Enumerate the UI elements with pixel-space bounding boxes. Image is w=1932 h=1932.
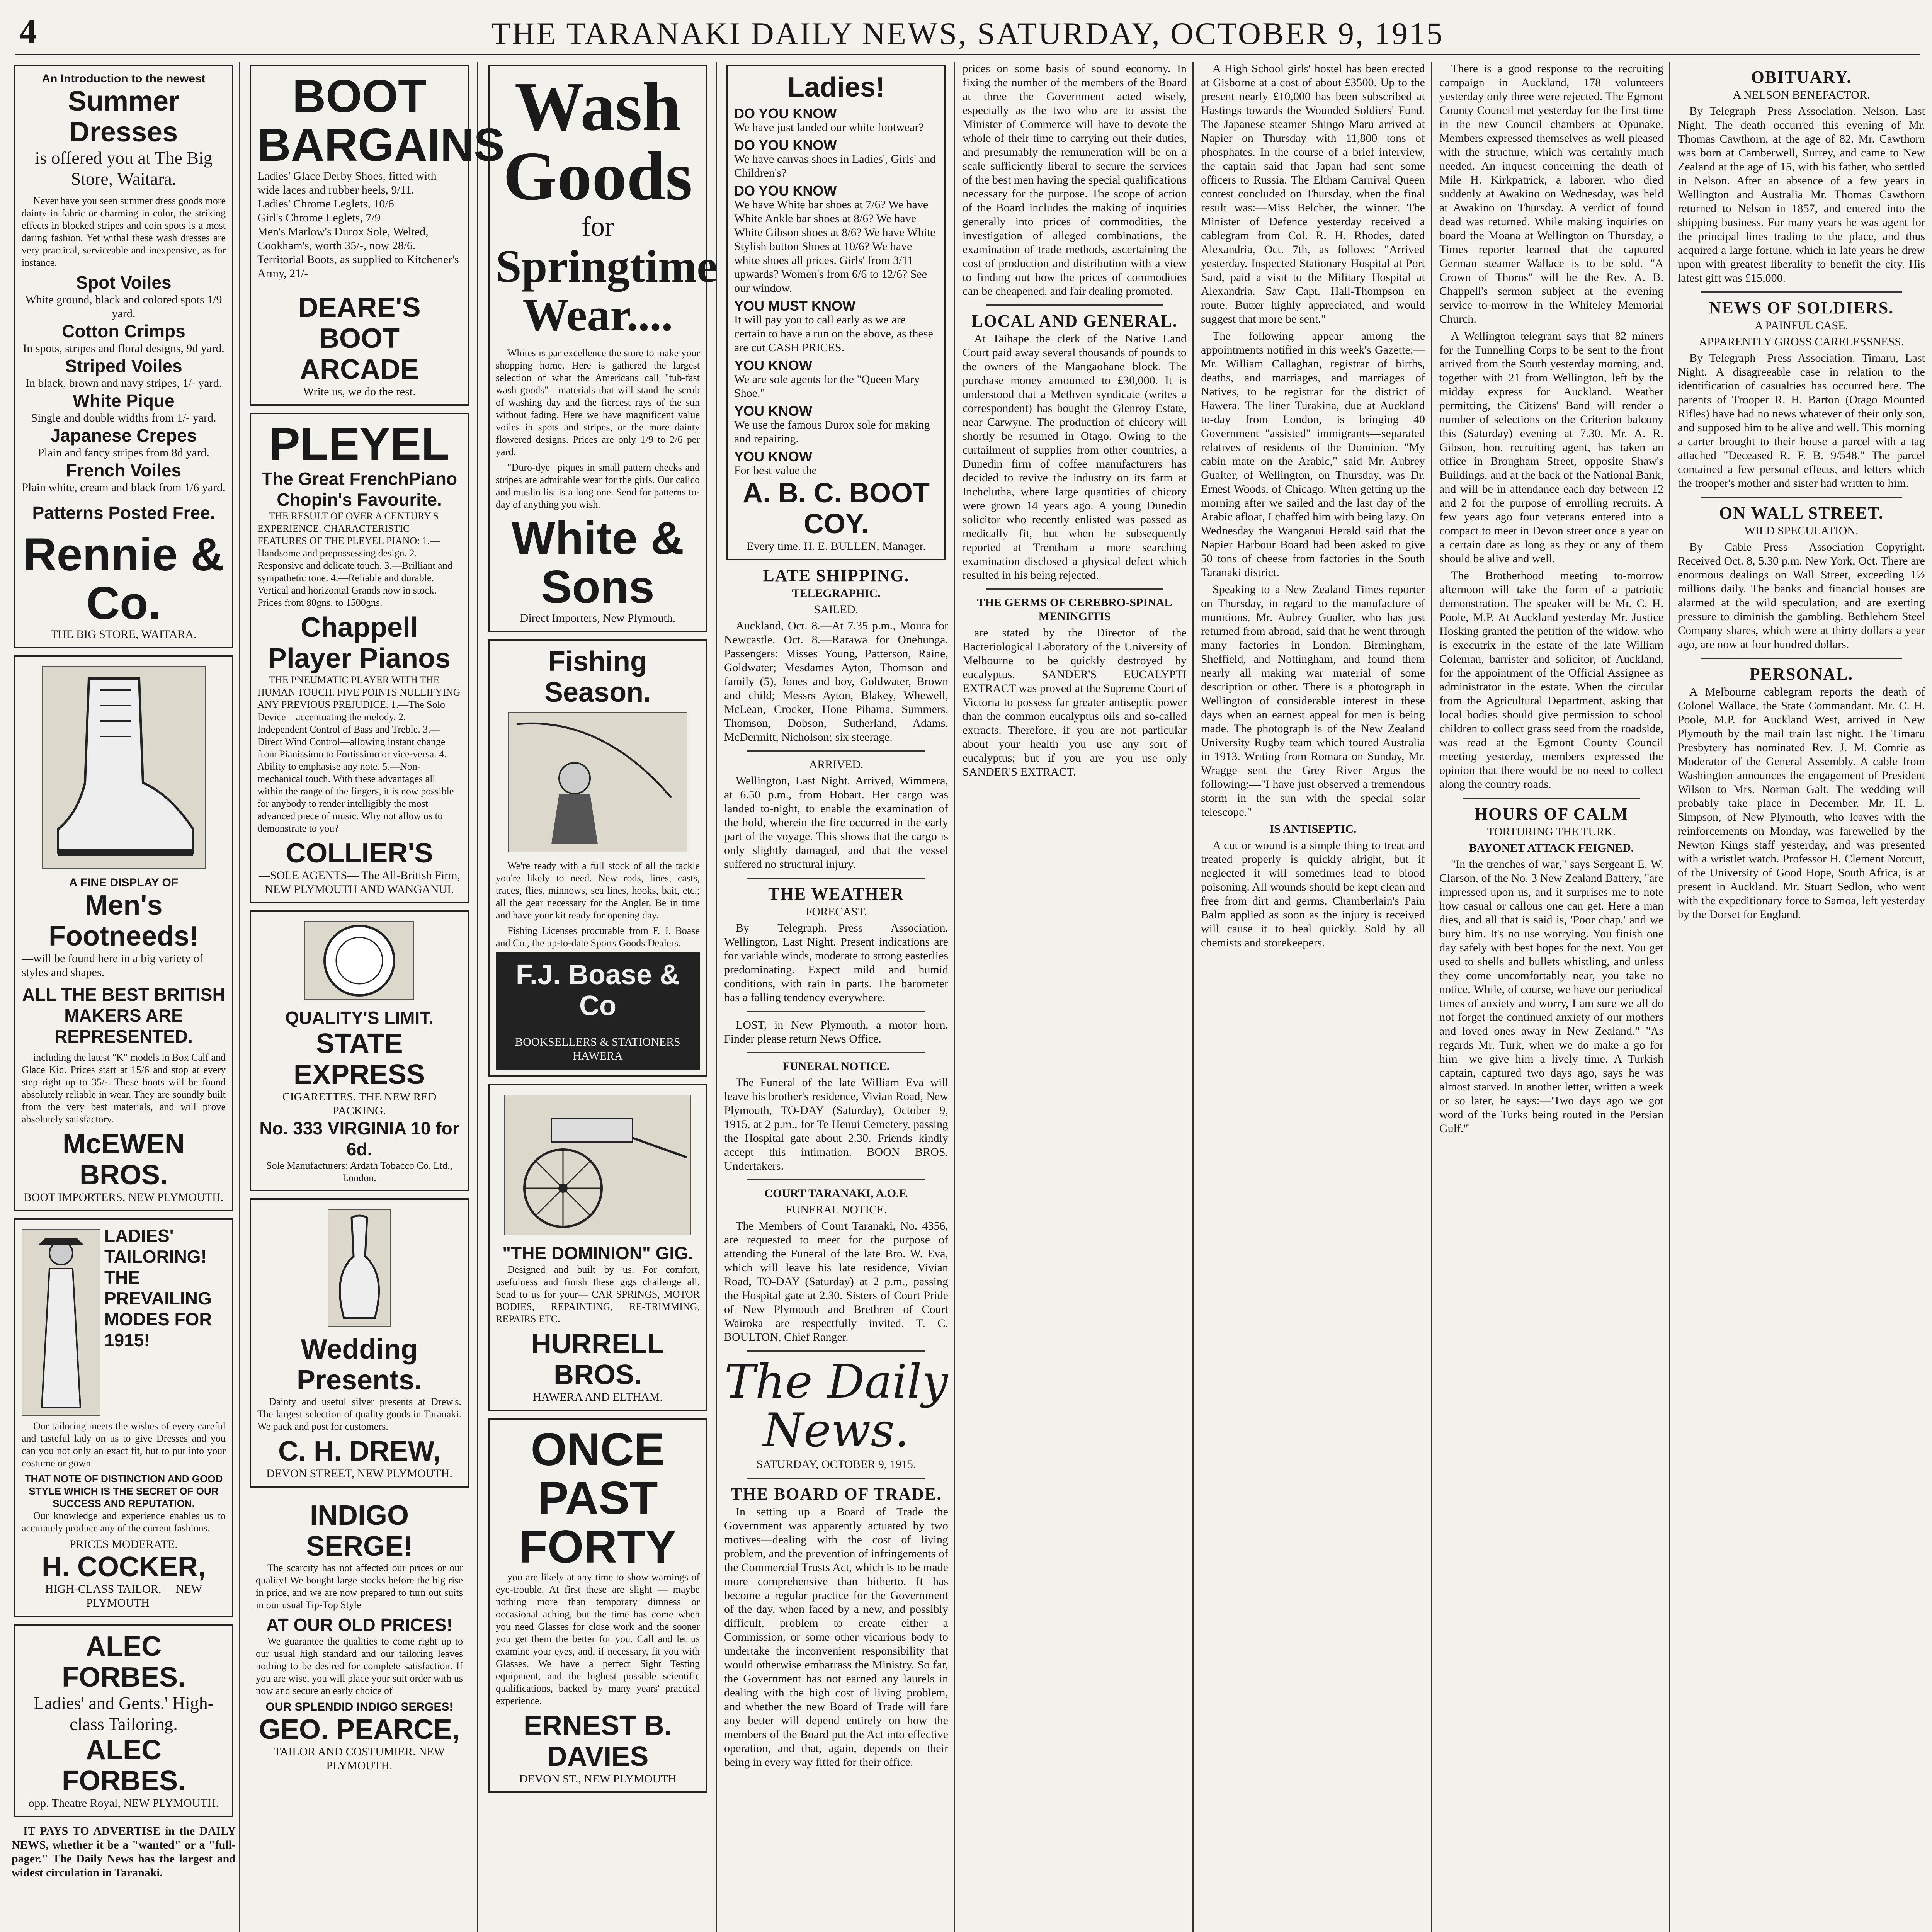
- advert-headline: Wedding Presents.: [296, 1334, 422, 1396]
- advert-makers: ALL THE BEST BRITISH MAKERS ARE REPRESENTED.: [22, 985, 225, 1046]
- sub-heading: IS ANTISEPTIC.: [1269, 823, 1357, 835]
- advert-sub: —will be found here in a big variety of styles and shapes.: [22, 952, 203, 979]
- whites-advert: [488, 65, 718, 632]
- dyk-text: It will pay you to call early as we are certain to have a run on the above, as these are cut CASH PRICES.: [734, 313, 933, 354]
- sub-heading: APPARENTLY GROSS CARELESSNESS.: [1699, 335, 1904, 348]
- dyk-text: We are sole agents for the "Queen Mary Shoe.": [734, 373, 920, 400]
- dyk-head: DO YOU KNOW: [734, 105, 837, 121]
- column-rule: [1669, 62, 1670, 1932]
- advert-sub: Springtime Wear....: [496, 240, 718, 340]
- boot-item: Ladies' Glace Derby Shoes, fitted with wide laces and rubber heels, 9/11.: [257, 170, 437, 196]
- divider: [1701, 497, 1902, 498]
- cigarette-badge-icon: [304, 921, 414, 1000]
- masthead: [15, 8, 1920, 56]
- firm-name: White & Sons: [511, 512, 684, 613]
- firm-address: DEVON STREET, NEW PLYMOUTH.: [266, 1467, 452, 1480]
- fabric-desc: In black, brown and navy stripes, 1/- yard.: [25, 377, 222, 389]
- boot-illustration-icon: [42, 666, 206, 869]
- advert-for: for: [582, 211, 614, 242]
- advert-headline: ONCE PAST FORTY: [519, 1423, 677, 1573]
- section-heading: ON WALL STREET.: [1719, 503, 1884, 522]
- collier-advert: [250, 413, 469, 903]
- advert-blurb: Never have you seen summer dress goods more dainty in fabric or charming in color, the striking effects in blocked stripes and coin spots is a most daring fashion. Yet withal these wash dresses are very practical, serviceable and inexpensive, as for instance,: [22, 195, 226, 268]
- divider: [747, 1011, 925, 1012]
- column-3: [486, 62, 718, 1932]
- advert-body: Dainty and useful silver presents at Drew's. The largest selection of quality goods in Taranaki. We pack and post for customers.: [257, 1396, 461, 1432]
- column-7: [1439, 62, 1663, 1932]
- advert-emphasis: OUR SPLENDID INDIGO SERGES!: [265, 1701, 453, 1713]
- fabric-item: [22, 460, 226, 495]
- pleyel-text: THE RESULT OF OVER A CENTURY'S EXPERIENCE. CHARACTERISTIC FEATURES OF THE PLEYEL PIANO: 1.—Handsome and prepossessing design. 2.—Responsive and delicate touch. 3.—Brilliant and sympathetic tone. 4.—Reliable and durable. Vertical and horizontal Grands now in stock. Prices from 80gns. to 1500gns.: [257, 510, 452, 608]
- lady-figure-icon: [22, 1229, 100, 1416]
- article-text: A Wellington telegram says that 82 miners for the Tunnelling Corps to be sent to the front arrived from the South yesterday morning, and, together with 21 from Wellington, left by the midday express for Auckland. Weather permitting, the Citizens' Band will render a number of selections on the Criterion balcony this (Saturday) evening at 7.30. Mr. A. R. Gibson, hon. recruiting agent, has taken an office in Brougham Street, opposite Shaw's Buildings, and at the back of the National Bank, and will be in attendance each day between 12 and 2 for the purpose of enrolling recruits. A few years ago four veterans entered into a compact to meet in Devon street once a year on a certain date as long as they or any of them should be alive and well.: [1439, 330, 1663, 565]
- divider: [747, 1052, 925, 1053]
- article-text: The following appear among the appointments notified in this week's Gazette:—Mr. William Callaghan, registrar of births, deaths, and marriages, and marriages of Natives, to be registrar for the district of Hawera. The liner Turakina, due at Auckland to-day from London, is bringing 40 Government "assisted" immigrants—separated relatives of residents of the Dominion. "My cabin mate on the Arabic," said Mr. Aubrey Gualter, of Wellington, on Thursday, was Dr. Ernest Woods, of Chicago. When getting up the morning after we sailed and the last day of the Arabic afloat, I chaffed him with being lazy. On Wednesday the Wanganui Herald said that the Napier Harbour Board had been asked to give 50 tons of cheese from factories in the South Taranaki district.: [1201, 330, 1425, 579]
- section-heading: OBITUARY.: [1751, 68, 1852, 87]
- firm-address: BOOKSELLERS & STATIONERS HAWERA: [496, 1028, 700, 1070]
- advert-intro: An Introduction to the newest: [42, 72, 206, 85]
- dyk-head: DO YOU KNOW: [734, 183, 837, 199]
- classified-lost: LOST, in New Plymouth, a motor horn. Finder please return News Office.: [724, 1019, 948, 1045]
- sub-heading: A PAINFUL CASE.: [1754, 319, 1848, 332]
- rennie-advert: [14, 65, 233, 648]
- sub-heading: TORTURING THE TURK.: [1487, 825, 1616, 838]
- dyk-text: We have White bar shoes at 7/6? We have White Ankle bar shoes at 8/6? We have White Gibson shoes at 8/6? We have White Stylish button Shoes at 10/6? We have white shoes all prices. Girls' from 3/11 upwards? Women's from 6/6 to 12/6? See our window.: [734, 198, 935, 294]
- sub-heading: FUNERAL NOTICE.: [785, 1203, 887, 1216]
- editorial-continued: prices on some basis of sound economy. In fixing the number of the members of the Board at three the Government acted wisely, especially as the two who are to assist the Minister of Commerce will have to devote the whole of their time to carrying out their duties, and presumably the remuneration will be on a scale sufficiently liberal to secure the services of the best men having the special qualifications necessary for the purpose. The scope of action of the Board includes the making of inquiries generally into prices of commodities, the investigation of alleged combinations, the examination of trade methods, ascertaining the cost of production and distribution with a view to finding out how the prices of commodities can be cheapened, and fair dealing promoted.: [963, 62, 1187, 298]
- dyk-text: We use the famous Durox sole for making and repairing.: [734, 418, 930, 445]
- fabric-item: [22, 425, 226, 460]
- article-text: By Telegraph.—Press Association. Wellington, Last Night. Present indications are for variable winds, moderate to strong easterlies predominating. Expect mild and humid conditions, with rain in parts. The barometer has a falling tendency everywhere.: [724, 922, 948, 1004]
- advert-sub: Write us, we do the rest.: [303, 385, 416, 398]
- column-6: [1201, 62, 1425, 1932]
- dyk-head: YOU MUST KNOW: [734, 298, 855, 314]
- dyk-text: We have canvas shoes in Ladies', Girls' and Children's?: [734, 153, 936, 179]
- firm-name: McEWEN BROS.: [62, 1129, 185, 1190]
- firm-address: opp. Theatre Royal, NEW PLYMOUTH.: [29, 1797, 219, 1810]
- advert-more: "Duro-dye" piques in small pattern checks and stripes are admirable wear for the girls. Our calico and muslin list is a long one. Send for patterns to-day of anything you wish.: [496, 462, 700, 510]
- advert-body: Designed and built by us. For comfort, usefulness and finish these gigs challenge all. Send to us for your— CAR SPRINGS, MOTOR BODIES, REPAINTING, RE-TRIMMING, REPAIRS ETC.: [496, 1264, 700, 1325]
- firm-name: H. COCKER,: [41, 1551, 206, 1582]
- dyk-item: [734, 450, 938, 478]
- boot-item: Territorial Boots, as supplied to Kitchener's Army, 21/-: [257, 253, 459, 280]
- article-text: By Cable—Press Association—Copyright. Received Oct. 8, 5.30 p.m. New York, Oct. There are enormous dealings on Wall Street, exceeding 1½ millions daily. The banks and financial houses are alarmed at the wild speculation, and are exerting pressure to diminish the gambling. Bethlehem Steel Company shares, which were at thirty dollars a year ago, are now at four hundred dollars.: [1678, 541, 1925, 651]
- fabric-desc: White ground, black and colored spots 1/9 yard.: [25, 293, 222, 320]
- article-text: Wellington, Last Night. Arrived, Wimmera, at 6.50 p.m., from Hobart. Her cargo was landed to-night, to enable the examination of the hold, wherein the fire occurred in the early part of the voyage. This shows that the cargo is only slightly damaged, and that the vessel suffered no structural injury.: [724, 774, 948, 871]
- divider: [1701, 658, 1902, 659]
- patterns-note: Patterns Posted Free.: [32, 503, 215, 523]
- column-rule: [1192, 62, 1194, 1932]
- firm-address: THE BIG STORE, WAITARA.: [51, 628, 197, 641]
- fabric-desc: Single and double widths from 1/- yard.: [31, 412, 216, 424]
- boot-item: Girl's Chrome Leglets, 7/9: [257, 211, 381, 224]
- boase-advert: [488, 639, 707, 1077]
- section-heading: NEWS OF SOLDIERS.: [1709, 298, 1894, 317]
- advert-price: No. 333 VIRGINIA 10 for 6d.: [259, 1118, 459, 1159]
- abc-advert: [726, 65, 946, 560]
- sub-heading: THE GERMS OF CEREBRO-SPINAL MENINGITIS: [977, 596, 1172, 623]
- firm-name: DEARE'S BOOT ARCADE: [298, 292, 421, 385]
- section-heading: LATE SHIPPING.: [763, 566, 910, 585]
- davies-advert: [488, 1418, 707, 1793]
- column-rule: [477, 62, 478, 1932]
- firm-name: A. B. C. BOOT COY.: [743, 478, 930, 539]
- fabric-item: [22, 321, 226, 355]
- advert-desc: Ladies' and Gents.' High-class Tailoring.: [33, 1693, 214, 1734]
- dyk-list: [734, 107, 938, 478]
- article-text: The Funeral of the late William Eva will leave his brother's residence, Vivian Road, New Plymouth, TO-DAY (Saturday), October 9, 1915, at 2 p.m., for Te Henui Cemetery, passing the Hospital gate about 2.30. Friends kindly accept this intimation. BOON BROS. Undertakers.: [724, 1076, 948, 1172]
- advert-emphasis: AT OUR OLD PRICES!: [266, 1615, 453, 1635]
- divider: [986, 588, 1163, 590]
- sub-heading: TELEGRAPHIC.: [792, 587, 881, 600]
- divider: [1701, 291, 1902, 293]
- column-5: [963, 62, 1187, 1932]
- sub-heading: BAYONET ATTACK FEIGNED.: [1469, 842, 1634, 854]
- fabric-name: Striped Voiles: [65, 356, 182, 376]
- article-text: The Members of Court Taranaki, No. 4356, are requested to meet for the purpose of attending the Funeral of the late Bro. W. Eva, which will leave his late residence, Vivian Road, TO-DAY (Saturday) at 2 p.m., passing the Hospital gate at 2.30. Sisters of Court Pride of New Plymouth and Brethren of Court Wairoka are respectfully invited. T. C. BOULTON, Chief Ranger.: [724, 1219, 948, 1344]
- divider: [986, 304, 1163, 306]
- divider: [1463, 798, 1640, 799]
- paper-nameplate: The Daily News.: [724, 1355, 948, 1458]
- advert-agents: Sole Manufacturers: Ardath Tobacco Co. Ltd., London.: [266, 1160, 452, 1184]
- boot-item: Ladies' Chrome Leglets, 10/6: [257, 197, 394, 210]
- column-rule: [239, 62, 240, 1932]
- mcewen-advert: [14, 655, 233, 1211]
- dyk-item: [734, 138, 938, 180]
- article-text: At Taihape the clerk of the Native Land Court paid away several thousands of pounds to the owners of the Mangaohane block. The purchase money amounted to £30,000. It is understood that a Methven syndicate (writes a correspondent) has bought the Glenroy Estate, near Carwyne. The production of chicory will shortly be resumed in Otago. Owing to the curtailment of supplies from other countries, a Dunedin firm of coffee manufacturers has decided to revive the industry on its farm at Inchclutha, where large quantities of chicory were grown 14 years ago. A young Dunedin solicitor who recently enlisted was passed as medically fit, but when he subsequently reported at Trentham a more searching examination disclosed a physical defect which resulted in his being rejected.: [963, 332, 1187, 582]
- firm-address: Direct Importers, New Plymouth.: [520, 612, 676, 624]
- advert-body: including the latest "K" models in Box Calf and Glace Kid. Prices start at 15/6 and stop at every step right up to 35/-. These boots will be found absolutely reliable in wear. They are soundly built from the very best materials, and will prove absolutely satisfactory.: [22, 1052, 226, 1125]
- pleyel-sub: The Great FrenchPiano: [261, 469, 457, 489]
- column-8: [1678, 62, 1925, 1932]
- fabric-name: Cotton Crimps: [62, 321, 185, 341]
- advert-headline: INDIGO SERGE!: [306, 1500, 413, 1562]
- article-text: A cut or wound is a simple thing to treat and treated properly is quickly alright, but if neglected it will sometimes lead to blood poisoning. All wounds should be kept clean and free from dirt and germs. Chamberlain's Pain Balm applied as soon as the injury is received will cause it to heal quickly. Sold by all chemists and storekeepers.: [1201, 839, 1425, 949]
- article-text: are stated by the Director of the Bacteriological Laboratory of the University of Melbourne to be quickly destroyed by eucalyptus. SANDER'S EUCALYPTI EXTRACT was proved at the Supreme Court of Victoria to possess far greater antiseptic power than the common eucalyptus oils and so-called extracts. Therefore, if you are not particular about your health you use any sort of eucalyptus; but if you are—you use only SANDER'S EXTRACT.: [963, 626, 1187, 778]
- divider: [747, 1478, 925, 1479]
- advert-headline: LADIES' TAILORING! THE PREVAILING MODES FOR 1915!: [104, 1226, 212, 1350]
- advert-headline: Ladies!: [787, 72, 885, 103]
- advert-body: you are likely at any time to show warnings of eye-trouble. At first these are slight — maybe nothing more than temporary dimness or occasional aching, but the time has come when you need Glasses for close work and the sooner you get them the better for you. Call and let us examine your eyes, and, if necessary, fit you with Glasses. We have a perfect Sight Testing equipment, and the highest possible scientific qualifications, backed by many years' practical experience.: [496, 1571, 700, 1706]
- pearce-advert: [250, 1495, 469, 1778]
- section-heading: HOURS OF CALM: [1474, 804, 1629, 823]
- advert-headline: Wash Goods: [503, 68, 693, 214]
- section-heading: THE WEATHER: [768, 884, 904, 903]
- article-text: By Telegraph—Press Association. Timaru, Last Night. A disagreeable case in relation to the identification of casualties has occurred here. The parents of Trooper R. H. Barton (Otago Mounted Rifles) have had no news whatever of their only son, and supposed him to be alive and well. This morning a carter brought to their house a parcel with a tag attached "Deceased R. F. B. 9/548." The parcel contained a few personal effects, and letters which the trooper's mother and sister had written to him.: [1678, 352, 1925, 490]
- column-rule: [716, 62, 717, 1932]
- sub-heading: COURT TARANAKI, A.O.F.: [764, 1187, 908, 1200]
- firm-address: Every time. H. E. BULLEN, Manager.: [747, 540, 926, 553]
- column-4: [724, 62, 948, 1932]
- advert-offer: is offered you at The Big Store, Waitara.: [35, 148, 213, 189]
- dyk-item: [734, 404, 938, 446]
- divider: [747, 1350, 925, 1352]
- section-heading: LOCAL AND GENERAL.: [971, 311, 1178, 330]
- fabric-desc: Plain and fancy stripes from 8d yard.: [37, 446, 210, 459]
- dyk-head: YOU KNOW: [734, 449, 812, 464]
- advert-headline: "THE DOMINION" GIG.: [502, 1243, 693, 1263]
- dyk-item: [734, 184, 938, 295]
- firm-address: TAILOR AND COSTUMIER. NEW PLYMOUTH.: [274, 1745, 445, 1772]
- divider: [747, 1179, 925, 1180]
- column-2: [247, 62, 505, 1932]
- chopin-line: Chopin's Favourite.: [277, 490, 442, 510]
- firm-name: ALEC FORBES.: [61, 1735, 186, 1796]
- advertise-note: IT PAYS TO ADVERTISE in the DAILY NEWS, whether it be a "wanted" or a "full-pager." The Daily News has the largest and widest circulation in Taranaki.: [12, 1825, 236, 1879]
- dyk-head: YOU KNOW: [734, 357, 812, 373]
- advert-body: The scarcity has not affected our prices or our quality! We bought large stocks before the big rise in price, and we are now prepared to turn out suits in our usual Tip-Top Style: [256, 1562, 463, 1611]
- firm-address: BOOT IMPORTERS, NEW PLYMOUTH.: [24, 1191, 224, 1204]
- firm-name: ERNEST B. DAVIES: [523, 1710, 672, 1772]
- dyk-head: YOU KNOW: [734, 403, 812, 419]
- forbes-advert: [14, 1624, 233, 1817]
- fabric-item: [22, 355, 226, 390]
- drew-advert: [250, 1198, 469, 1488]
- article-text: "In the trenches of war," says Sergeant E. W. Clarson, of the No. 3 New Zealand Battery, "are impressed upon us, and it surprises me to note how casual or callous one can get. Here a man dies, and all that is said is, 'Poor chap,' and we bury him. It's no use worrying. You finish one day safely with best hopes for the next. You get used to shells and bullets whistling, and unless they come uncomfortably near, you take no notice. While, of course, we have our periodical times of anxiety and worry, I am sure we all do not forget the continued anxiety of our mothers and loved ones away in New Zealand." "As regards Mr. Turk, when we do make a go for him—we give him a lively time. A Turkish captain, captured two days ago, says he was almost starved. In another letter, written a week or so later, he says:—'Two days ago we got word of the Turks being routed in the Persian Gulf.'": [1439, 858, 1663, 1135]
- firm-name: COLLIER'S: [286, 838, 433, 869]
- pleyel-title: PLEYEL: [269, 418, 450, 470]
- dyk-item: [734, 299, 938, 355]
- sub-heading: WILD SPECULATION.: [1744, 524, 1859, 537]
- fabric-name: Japanese Crepes: [50, 425, 197, 446]
- firm-address: HAWERA AND ELTHAM.: [533, 1391, 663, 1403]
- angler-icon: [508, 712, 687, 852]
- article-text: Speaking to a New Zealand Times reporter on Thursday, in regard to the manufacture of munitions, Mr. Aubrey Gualter, who has just returned from abroad, said that he went through many factories in London, Birmingham, Sheffield, and Nottingham, and found them nearly all making war material of some description or other. There is a photograph in Wellington of considerable interest in these days when an earnest appeal for men is being made. The photograph is of the New Zealand University Rugby team which toured Australia in 1913. Writing from Romara on Sunday, Mr. Wragge sent the Grey River Argus the following:—"I have just observed a tremendous storm in the sun with the special solar telescope.": [1201, 583, 1425, 818]
- firm-address: —SOLE AGENTS— The All-British Firm, NEW PLYMOUTH AND WANGANUI.: [259, 869, 460, 896]
- firm-name: Rennie & Co.: [23, 529, 224, 629]
- firm-address: DEVON ST., NEW PLYMOUTH: [519, 1772, 677, 1785]
- divider: [747, 878, 925, 879]
- fabric-desc: Plain white, cream and black from 1/6 yard.: [22, 481, 226, 494]
- dyk-head: DO YOU KNOW: [734, 137, 837, 153]
- dyk-text: We have just landed our white footwear?: [734, 121, 924, 134]
- fabric-name: French Voiles: [66, 460, 182, 480]
- firm-name: ALEC FORBES.: [61, 1631, 186, 1693]
- article-text: Auckland, Oct. 8.—At 7.35 p.m., Moura for Newcastle. Oct. 8.—Rarawa for Onehunga. Passengers: Misses Young, Patterson, Raine, Goldwater; Mesdames Ayton, Thomson and family (5), Jones and boy, Goldwater, Brown and child; Messrs Ayton, Blakey, Whewell, McLean, Crocker, Hone Pihama, Summers, Thomson, Dobson, Sutherland, Adams, McDermitt, Nicholson; six steerage.: [724, 619, 948, 743]
- advert-body: Our tailoring meets the wishes of every careful and tasteful lady on us to give Dresses and you can you not only an exact fit, but to put into your costume or gown: [22, 1420, 226, 1469]
- divider: [747, 750, 925, 752]
- vase-icon: [328, 1209, 391, 1327]
- fabric-item: [22, 390, 226, 425]
- boot-list: [257, 169, 461, 281]
- state-express-advert: [250, 910, 469, 1191]
- hurrell-advert: [488, 1084, 707, 1411]
- advert-prices: PRICES MODERATE.: [69, 1538, 178, 1551]
- gig-carriage-icon: [504, 1095, 691, 1235]
- article-text: A Melbourne cablegram reports the death of Colonel Wallace, the State Commandant. Mr. C. H. Poole, M.P. for Auckland West, arrived in New Plymouth by the mail train last night. The Timaru Presbytery has nominated Rev. J. M. Comrie as Moderator of the General Assembly. A cable from Washington announces the engagement of President Wilson to Mrs. Norman Galt. The wedding will probably take place in December. Mr. H. L. Simpson, of New Plymouth, who leaves with the reinforcements on Monday, was farewelled by the Newton Kings staff yesterday, and was presented with a wristlet watch. Professor H. Clement Notcutt, of the University of Good Hope, South Africa, is at present in Auckland. Mr. Stuart Sedlon, who went with the expeditionary force to Samoa, left yesterday by the Dorset for England.: [1678, 685, 1925, 921]
- sub-heading: A NELSON BENEFACTOR.: [1733, 88, 1870, 101]
- article-text: A High School girls' hostel has been erected at Gisborne at a cost of about £3500. Up to the present nearly £10,000 has been subscribed at Hastings towards the Wounded Soldiers' Fund. The Japanese steamer Shingo Maru arrived at Napier on Thursday with 11,800 tons of phosphates. In the course of a brief interview, the captain said that Japan had sent some officers to Russia. The Eltham Carnival Queen contest concluded on Thursday, when the final result was:—Miss Belcher, the winner. The Minister of Defence yesterday received a cablegram from Col. R. H. Rhodes, dated Alexandria, Oct. 7th, as follows: "Arrived yesterday. Inspected Stationary Hospital at Port Said, paid a visit to the Military Hospital at Alexandria. Saw Capt. Hall-Thompson en route. Butter highly appreciated, and would suggest that more be sent.": [1201, 62, 1425, 325]
- chappell-title: Chappell Player Pianos: [268, 612, 451, 674]
- advert-more: We guarantee the qualities to come right up to our usual high standard and our tailoring leaves nothing to be desired for complete satisfaction. If you are wise, you will place your suit order with us now and secure an early choice of: [256, 1636, 463, 1696]
- advert-headline: STATE EXPRESS: [293, 1028, 425, 1090]
- advert-body: We're ready with a full stock of all the tackle you're likely to need. New rods, lines, casts, traces, flies, minnows, sea lines, hooks, bait, etc.; all the gear necessary for the Angler. Be in time and have your kit ready for opening day.: [496, 860, 700, 921]
- column-rule: [954, 62, 955, 1932]
- fabric-list: [22, 272, 226, 495]
- sub-heading: FORECAST.: [805, 905, 867, 918]
- advert-lead: A FINE DISPLAY OF: [69, 876, 179, 889]
- fabric-desc: In spots, stripes and floral designs, 9d yard.: [23, 342, 224, 355]
- article-text: By Telegraph—Press Association. Nelson, Last Night. The death occurred this evening of Mr. Thomas Cawthorn, at the age of 82. Mr. Cawthorn was born at Camberwell, Surrey, and came to New Zealand at the age of 15, with his father, who settled in Nelson. After an absence of a few years in Wellington and Australia Mr. Thomas Cawthorn returned to Nelson in 1857, and entered into the shipping business. For many years he was agent for the principal lines trading to the place, and thus acquired a large fortune, which in late years he drew upon with greatest liberality to benefit the city. His latest gift was £15,000.: [1678, 105, 1925, 284]
- deare-advert: [250, 65, 505, 406]
- firm-name: HURRELL BROS.: [531, 1328, 664, 1390]
- sub-heading: FUNERAL NOTICE.: [782, 1060, 890, 1073]
- column-rule: [1431, 62, 1432, 1932]
- advert-headline: Summer Dresses: [68, 86, 180, 148]
- advert-headline: BOOT BARGAINS: [257, 70, 505, 171]
- editorial-heading: THE BOARD OF TRADE.: [730, 1485, 942, 1503]
- page-number: 4: [19, 12, 37, 51]
- sub-heading: ARRIVED.: [809, 758, 864, 771]
- sub-heading: SAILED.: [814, 603, 859, 616]
- boot-item: Men's Marlow's Durox Sole, Welted, Cookham's, worth 35/-, now 28/6.: [257, 225, 429, 252]
- article-text: The Brotherhood meeting to-morrow afternoon will take the form of a patriotic demonstration. The speaker will be Mr. C. H. Poole, M.P. At Auckland yesterday Mr. Justice Hosking granted the petition of the widow, who is executrix in the estate of the late William Coleman, barrister and solicitor, of Auckland, for the appointment of the Official Assignee as administrator in the estate. When the circular from the Agricultural Department, asking that local bodies should give permission to school children to collect grass seed from the roadside, was read at the Egmont County Council meeting yesterday, members expressed the opinion that there would be no need to collect along the country roads.: [1439, 569, 1663, 791]
- advert-more: Fishing Licenses procurable from F. J. Boase and Co., the up-to-date Sports Goods Dealers.: [496, 925, 700, 949]
- article-text: There is a good response to the recruiting campaign in Auckland, 178 volunteers yesterday only three were rejected. The Egmont County Council met yesterday for the first time in the new Council chambers at Opunake. Members expressed themselves as well pleased with the structure, which was certainly much needed. An inquest concerning the death of Mile H. Kirkpatrick, a laborer, who died suddenly at Awakino on Wednesday, was held at Awakino on Thursday. A verdict of found dead was returned. While making inquiries on board the Moana at Wellington on Thursday, a Times reporter learned that the captured German steamer Wallace is to be sold. "A Crown of Thorns" will be the Rev. A. B. Chappell's sermon subject at the evening service to-morrow in the Whiteley Memorial Church.: [1439, 62, 1663, 325]
- editorial-text: In setting up a Board of Trade the Government was apparently actuated by two motives—dealing with the cost of living problem, and the prevention of infringements of the Commercial Trusts Act, which is to be made more comprehensive than hitherto. It has become a regular practice for the Government of the day, when faced by a new, and possibly difficult, problem to create either a Commission, or some other vicarious body to undertake the inconvenient responsibility that would otherwise embarrass the Ministry. So far, the Government has not earned any laurels in dealing with the high cost of living problem, and whether the new Board of Trade will fare any better will depend entirely on how the members of the Board put the Act into effective operation, and that, again, depends on their being in every way fitted for their office.: [724, 1505, 948, 1769]
- advert-headline: Fishing Season.: [544, 646, 651, 708]
- fabric-item: [22, 272, 226, 321]
- advert-lead: QUALITY'S LIMIT.: [285, 1008, 434, 1028]
- dyk-item: [734, 359, 938, 400]
- advert-headline: Men's Footneeds!: [49, 890, 199, 952]
- firm-name: GEO. PEARCE,: [259, 1714, 460, 1745]
- editorial-date: SATURDAY, OCTOBER 9, 1915.: [756, 1458, 916, 1471]
- advert-emphasis: THAT NOTE OF DISTINCTION AND GOOD STYLE WHICH IS THE SECRET OF OUR SUCCESS AND REPUTATION.: [24, 1473, 223, 1509]
- page-title: THE TARANAKI DAILY NEWS, SATURDAY, OCTOBER 9, 1915: [491, 16, 1444, 51]
- dyk-item: [734, 107, 938, 134]
- firm-name: F.J. Boase & Co: [496, 952, 700, 1028]
- cocker-advert: [14, 1218, 233, 1617]
- firm-address: HIGH-CLASS TAILOR, —NEW PLYMOUTH—: [45, 1583, 202, 1609]
- section-heading: PERSONAL.: [1749, 665, 1854, 684]
- fabric-name: Spot Voiles: [76, 272, 172, 293]
- firm-name: C. H. DREW,: [278, 1436, 440, 1467]
- advert-body: Whites is par excellence the store to make your shopping home. Here is gathered the largest selection of what the Americans call "tub-fast wash goods"—materials that will stand the scrub of washing day and the fiercest rays of the sun without fading. Here we have magnificent value voiles in spots and stripes, or the more dainty flowered designs. Prices are only 1/9 to 2/6 per yard.: [496, 347, 700, 457]
- advert-sub: CIGARETTES. THE NEW RED PACKING.: [282, 1090, 437, 1117]
- column-1: [12, 62, 236, 1932]
- chappell-text: THE PNEUMATIC PLAYER WITH THE HUMAN TOUCH. FIVE POINTS NULLIFYING ANY PREVIOUS PREJUDICE. 1.—The Solo Device—accentuating the melody. 2.—Independent Control of Bass and Treble. 3.—Direct Wind Control—allowing instant change from Pianissimo to Fortissimo or vice-versa. 4.—Ability to emphasise any note. 5.—Non-mechanical touch. With these advantages all within the range of the fingers, it is now possible for anybody to render intelligibly the most advanced piece of music. Why not allow us to demonstrate to you?: [257, 674, 461, 834]
- fabric-name: White Pique: [73, 391, 175, 411]
- dyk-text: For best value the: [734, 464, 817, 477]
- advert-more: Our knowledge and experience enables us to accurately produce any of the current fashions.: [22, 1510, 226, 1534]
